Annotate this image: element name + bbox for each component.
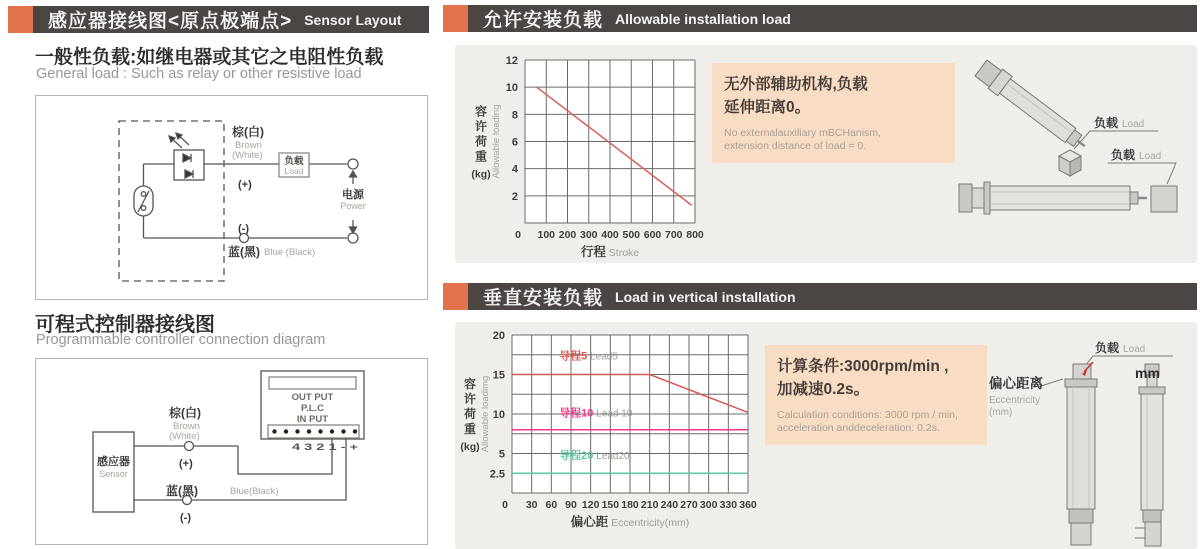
general-load-circuit-diagram [35,95,428,300]
y-axis-unit: (kg) [471,168,491,181]
brown-wire-label-en1: Brown [173,421,200,432]
sensor-dashed-boundary [119,121,224,281]
plc-label-plc: P.L.C [300,403,325,414]
plc-top-slot [269,377,356,389]
terminal-numbers: 4 3 2 1 - + [292,442,359,453]
brown-wire-label-cn: 棕(白) [232,125,264,139]
x-axis-label: 偏心距 Eccentricity(mm) [570,515,690,529]
note2-cn-line1: 计算条件:3000rpm/min , [777,358,949,375]
series-label: 导程5 Lead5 [559,350,618,363]
y-tick-label: 15 [492,369,505,382]
series-label: 导程20 Lead20 [559,450,630,463]
y-tick-label: 2 [511,190,518,203]
y-tick-label: 10 [505,82,518,95]
plus-node [185,442,194,451]
x-tick-label: 300 [579,229,598,241]
y-tick-label: 5 [498,448,505,461]
mm-label: mm [1135,365,1160,381]
vertical-actuator-illustration [983,322,1197,549]
y-axis-label-cn: 重 [474,149,488,164]
circuit2-svg [36,359,426,543]
plc-label-input: IN PUT [296,414,329,425]
header1-title-en: Allowable installation load [615,10,791,27]
blue-wire-label-en: Blue(Black) [230,486,279,497]
load2-label-cn: 负载 [1111,148,1136,162]
x-tick-label: 120 [581,499,600,511]
general-load-title-cn: 一般性负载:如继电器或其它之电阻性负载 [35,47,384,68]
note1-cn-line2: 延伸距离0。 [724,99,811,117]
y-axis-label-cn: 重 [463,422,477,436]
y-tick-label: 2.5 [489,468,505,481]
eccentricity-label-en: Eccentricity [989,395,1041,406]
brown-wire-label-cn: 棕(白) [169,406,201,420]
orange-accent-square [8,6,33,33]
y-tick-label: 6 [511,136,518,149]
plus-label: (+) [179,458,193,470]
load-cube [1059,150,1081,176]
sensor-label-en: Sensor [99,469,128,479]
x-tick-label: 270 [680,499,698,511]
power-label-en: Power [340,201,366,211]
header2-title-en: Load in vertical installation [615,288,796,305]
y-axis-label-cn: 容 [474,104,488,119]
vertical-load-chart [458,323,770,549]
load2-label-en: Load [1139,151,1162,162]
y-tick-label: 20 [492,330,505,342]
load-label-en: Load [1123,344,1146,355]
note1-en-line2: extension distance of load = 0. [724,140,867,153]
blue-wire-label-cn: 蓝(黑) [228,245,260,259]
x-tick-label: 330 [719,499,738,511]
brown-wire-label-en1: Brown [235,140,262,151]
orange-accent-square [443,5,468,32]
circuit1-svg [36,96,426,298]
brown-wire-label-en2: (White) [232,150,263,161]
load1-label-cn: 负载 [1094,116,1119,130]
y-tick-label: 4 [511,163,518,176]
plc-title-cn: 可程式控制器接线图 [35,314,215,336]
x-tick-label: 180 [621,499,639,511]
y-tick-label: 8 [511,109,518,122]
note2-cn-line2: 加减速0.2s。 [777,381,870,399]
sensor-label-cn: 感应器 [97,456,130,468]
x-tick-label: 150 [601,499,620,511]
x-tick-label: 360 [739,499,757,511]
x-axis-label: 行程 Stroke [580,245,640,259]
brown-wire-label-en2: (White) [169,431,200,442]
allowable-load-chart [458,50,714,260]
y-axis-label-en: Allowable loading [491,104,502,179]
plus-label: (+) [238,179,252,191]
x-tick-label: 30 [525,499,538,511]
note2-en-line1: Calculation conditions: 3000 rpm / min, [777,408,958,421]
note1-en-line1: No externalauxiliary mBCHanism, [724,126,881,139]
eccentricity-label-cn: 偏心距离 [989,376,1043,391]
x-tick-label: 0 [515,229,521,241]
x-tick-label: 60 [545,499,558,511]
blue-wire-label-cn: 蓝(黑) [166,484,198,498]
load-box-label-en: Load [284,166,304,176]
x-tick-label: 800 [686,229,704,241]
x-tick-label: 240 [660,499,679,511]
y-tick-label: 10 [492,409,505,421]
note2-en-line2: acceleration anddeceleration: 0.2s. [777,422,940,435]
x-tick-label: 100 [537,229,556,241]
x-tick-label: 300 [699,499,718,511]
header-title-en: Sensor Layout [304,11,402,28]
y-axis-label-cn: 许 [474,119,488,134]
x-tick-label: 0 [502,499,508,511]
x-tick-label: 210 [640,499,659,511]
x-tick-label: 600 [643,229,662,241]
power-label-cn: 电源 [342,189,364,201]
general-load-title-en: General load : Such as relay or other resistive load [36,66,362,82]
series-label: 导程10 Lead 10 [559,407,633,420]
orange-accent-square [443,283,468,310]
y-axis-unit: (kg) [460,441,480,453]
x-tick-label: 400 [601,229,619,241]
power-terminal-plus [348,159,358,169]
plc-title-en: Programmable controller connection diagram [36,332,326,348]
section-header-sensor-layout [8,6,429,33]
header1-title-cn: 允许安装负载 [483,10,604,31]
section-header-vertical-load [443,283,1197,310]
y-axis-label-cn: 容 [463,377,477,391]
load1-label-en: Load [1122,119,1145,130]
load-square [1151,186,1177,212]
x-tick-label: 500 [622,229,641,241]
blue-wire-label-en: Blue (Black) [264,247,316,258]
power-terminal-minus [348,233,358,243]
no-auxiliary-note [712,63,955,163]
header-title-cn: 感应器接线图<原点极端点> [48,11,293,32]
note1-cn-line1: 无外部辅助机构,负载 [724,76,868,93]
x-tick-label: 200 [558,229,577,241]
plc-label-output: OUT PUT [291,392,334,403]
y-axis-label-cn: 许 [463,392,477,406]
x-tick-label: 700 [664,229,683,241]
minus-label: (-) [180,512,191,524]
y-tick-label: 12 [505,55,518,67]
x-tick-label: 90 [565,499,577,511]
header2-title-cn: 垂直安装负载 [483,288,604,309]
plc-circuit-diagram [35,358,428,545]
minus-label: (-) [238,223,249,235]
horizontal-actuator-illustration [953,46,1197,260]
calculation-conditions-note [765,345,987,445]
load-box-label-cn: 负载 [284,156,304,167]
eccentricity-label-unit: (mm) [989,407,1013,418]
y-axis-label-cn: 荷 [463,407,477,421]
load-label-cn: 负载 [1095,341,1120,355]
y-axis-label-en: Allowable loadimg [480,375,491,453]
section-header-allowable-load [443,5,1197,32]
y-axis-label-cn: 荷 [474,134,488,149]
